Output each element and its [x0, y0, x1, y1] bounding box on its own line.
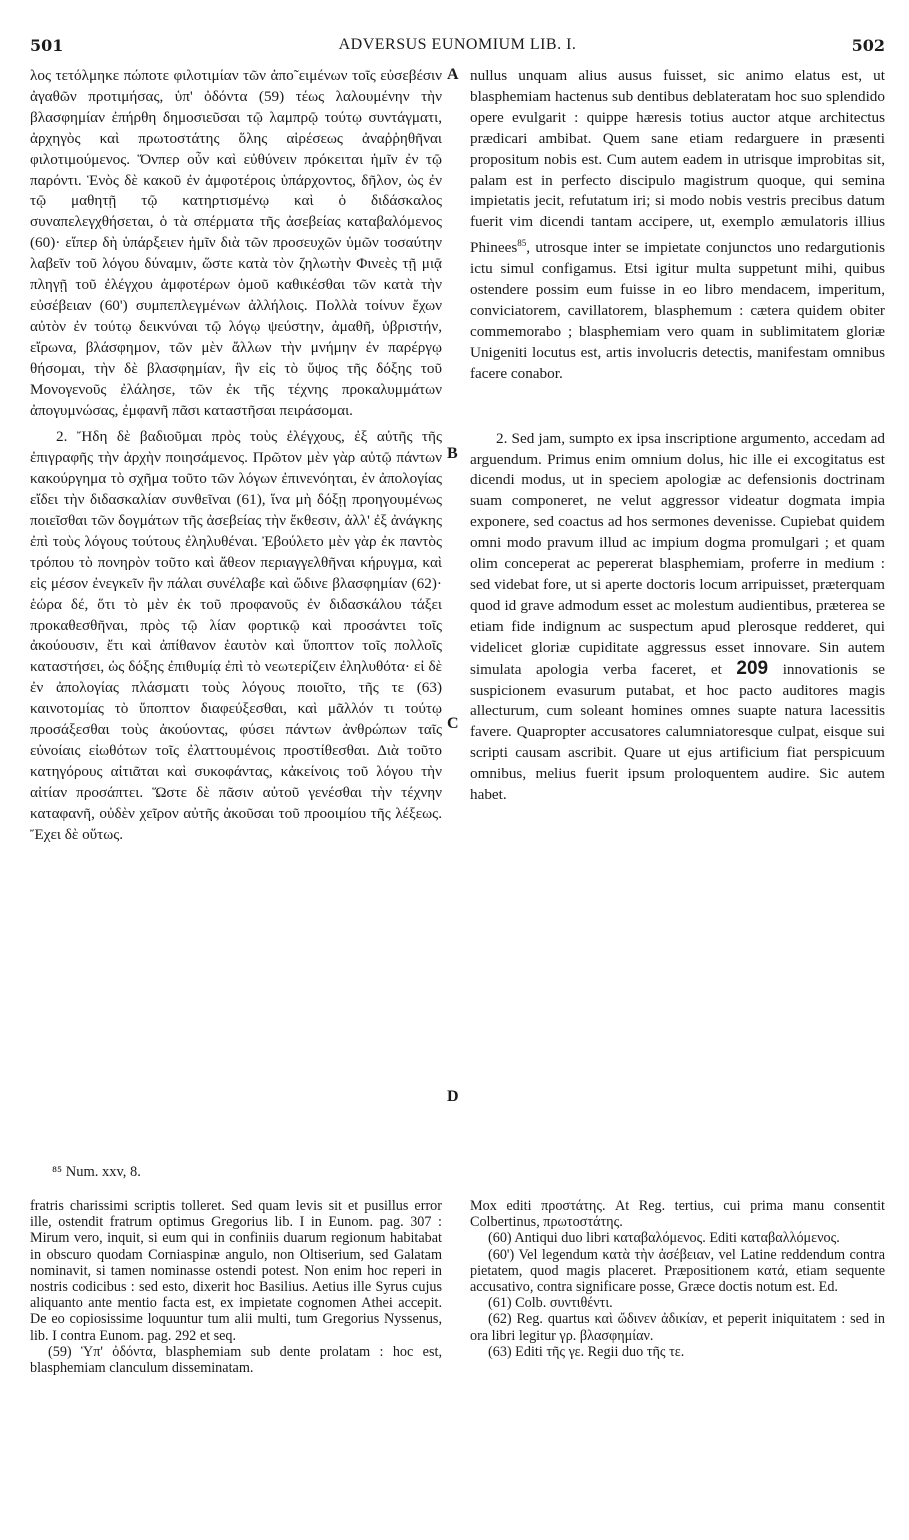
greek-paragraph-2: 2. Ἤδη δὲ βαδιοῦμαι πρὸς τοὺς ἐλέγχους, ἐξ αὐτῆς τῆς ἐπιγραφῆς τὴν ἀρχὴν ποιησάμενος. Πρῶτον μὲν γὰρ αὐτῷ πάντων κακούργημα τὸ σχῆμα τοῦτο τῶν λόγων ἐπινενόηται, ἐν ἀπολογίας εἴδει τὴν διδασκαλίαν συνθεῖναι (61), ἵνα μὴ δόξῃ προηγουμένως ποιεῖσθαι τῶν δογμάτων τῆς ἀσεβείας τὴν ἔκθεσιν, ἀλλ' ἐξ ἀνάγκης ἐπὶ τοὺς λόγους τούτους ἐληλυθέναι. Ἐβούλετο μὲν γὰρ ἐκ παντὸς τρόπου τὸ πονηρὸν τοῦτο καὶ ἄθεον περιαγγελθῆναι κήρυγμα, καὶ εἰς μέσον ἐνεγκεῖν ἣν πάλαι συνέλαβε καὶ ὤδινε βλασφημίαν (62)· ἑώρα δέ, ὅτι τὸ μὲν ἐκ τοῦ προφανοῦς ἐν διδασκάλου τάξει προκαθεσθῆναι, πρὸς τῷ λίαν φορτικῷ καὶ προσάντει τοῖς ἀκούουσιν, ἔτι καὶ ἀπίθανον ἑαυτὸν καὶ ὕποπτον τοῖς πολλοῖς καταστήσει, ὡς δόξης ἐπιθυμίᾳ ἐπὶ τὸ νεωτερίζειν ἐληλυθότα· εἰ δὲ ἐν ἀπολογίας πλάσματι τοὺς λόγους ποιοῖτο, τῆς τε (63) καινοτομίας τὸ ὕποπτον διαφεύξεσθαι, καὶ μᾶλλόν τι τούτῳ προσάξεσθαι τοὺς ἀκούοντας, φύσει πάντων ἀνθρώπων ταῖς εὐνοίαις εἰωθότων τοῖς ἐλαττουμένοις προστίθεσθαι. Διὰ τοῦτο κατηγόρους αἰτιᾶται καὶ συκοφάντας, κἀκείνοις τοῦ λόγου τὴν αἰτίαν προσάπτει. Ὥστε δὲ πᾶσιν αὐτοῦ γενέσθαι τὴν τέχνην καταφανῆ, οὐδὲν χεῖρον αὐτῆς ἀκοῦσαι τοῦ προοιμίου τῆς λέξεως. Ἔχει δὲ οὕτως. [30, 428, 442, 843]
latin-paragraph-1-text-b: , utrosque inter se impietate conjunctos uno redargutionis ictu simul configamus. Etsi igitur multa suppetunt mihi, quibus ostendere possim eum fuisse in eo libro mendacem, imperitum, conviciatorem, cavillatorem, blasphemum : cætera quidem obiter commemorabo ; blasphemiam vero quam in sublimitatem gloriæ Unigeniti locutus est, artis involucris detectis, manifestam omnibus facere conabor. [470, 239, 885, 382]
scripture-footnote: ⁸⁵ Num. xxv, 8. [52, 1164, 141, 1180]
page-number-right: 502 [851, 36, 885, 55]
note-60-prime: (60') Vel legendum κατὰ τὴν ἀσέβειαν, vel Latine reddendum contra pietatem, quod magis placeret. Præpositionem κατά, etiam sequente accusativo, contra significare posse, Græce doctis notum est. Ed. [470, 1246, 885, 1296]
margin-marker-b: B [447, 445, 458, 462]
latin-paragraph-1-text-a: nullus unquam alius ausus fuisset, sic animo elatus est, ut blasphemiam hactenus sub dentibus deblateratam hoc suo splendido opere evulgarit : quippe hæresis totius auctor atque architectus prædicari ambibat. Quem sane etiam redarguere in præsenti propositum nobis est. Cum autem eadem in utrisque improbitas sit, palam est in perfecto discipulo magistrum quoque, qui semina impietatis jecit, refutatum iri; si modo nobis vestris precibus datum fuerit vim dicendi tantam accipere, ut, exemplo æmulatoris illius Phinees [470, 67, 885, 257]
notes-left-column [30, 1198, 442, 1376]
running-title: ADVERSUS EUNOMIUM LIB. I. [338, 36, 577, 53]
latin-paragraph-2-text-b: innovationis se suspicionem evasurum putabat, et hoc pacto auditores magis allecturum, cum soleant homines omnes suapte natura lacessitis favere. Quapropter accusatores calumniatoresque culpat, eisque sui scripti causam ascribit. Quare ut ejus artificium fiat perspicuum omnibus, melius fuerit ipsum proloquentem audire. Sic autem habet. [470, 660, 886, 804]
margin-marker-c: C [447, 715, 459, 732]
column-number: 209 [736, 657, 769, 679]
page-header [30, 36, 885, 60]
latin-paragraph-2-text-a: 2. Sed jam, sumpto ex ipsa inscriptione argumento, accedam ad arguendum. Primus enim omnium dolus, hic ille ei excogitatus est dicendi modus, ut in speciem apologiæ ac defensionis doctrinam suam componeret, ne velut aggressor videatur dogmata impia exponere, sed coactus ad hos sermones devenisse. Cupiebat quidem omni modo pravum illud ac impium dogma promulgari ; et quam olim conceperat ac pepererat blasphemiam, proferre in medium : sed videbat fore, ut si aperte doctoris locum arripuisset, præterquam quod id grave admodum esset ac molestum audientibus, præterea se etiam fide indignum ac suspectum apud plerosque redderet, qui videlicet gloriæ cupiditate aggressus esset innovare. Sin autem simulata apologia verba faceret, et [470, 429, 885, 678]
note-63: (63) Editi τῆς γε. Regii duo τῆς τε. [488, 1343, 685, 1360]
latin-column [470, 66, 885, 806]
greek-column [30, 66, 442, 846]
note-prostates: Mox editi προστάτης. At Reg. tertius, cui prima manu consentit Colbertinus, πρωτοστάτης. [470, 1198, 885, 1231]
note-continuation: fratris charissimi scriptis tolleret. Sed quam levis sit et pusillus error ille, ostendit fratrum optimus Gregorius lib. I in Eunom. pag. 307 : Mirum vero, inquit, si eum qui in confiniis duarum regionum habitabat in obscuro quodam Corniaspinæ angulo, non Oltiserium, sed Galatam nominavit, si tamen nominasse ostendi potest. Non enim hoc reperi in nostris codicibus : sed esto, dixerit hoc Basilius. Aetius ille Syrus cujus aliquanto ante mentio facta est, ex impietate cognomen Athei accepit. De eo copiosissime loquuntur tum alii multi, tum Gregorius Nyssenus, lib. I contra Eunom. pag. 292 et seq. [30, 1198, 442, 1344]
note-59: (59) Ὑπ' ὀδόντα, blasphemiam sub dente prolatam : hoc est, blasphemiam clanculum disseminatam. [30, 1343, 442, 1377]
note-62: (62) Reg. quartus καὶ ὤδινεν ἀδικίαν, et peperit iniquitatem : sed in ora libri legitur γρ. βλασφημίαν. [470, 1311, 885, 1344]
margin-marker-a: A [447, 66, 459, 83]
note-60: (60) Antiqui duo libri καταβαλόμενος. Editi καταβαλλόμενος. [488, 1230, 840, 1247]
notes-right-column [470, 1198, 885, 1360]
page-number-left: 501 [30, 36, 64, 55]
margin-marker-d: D [447, 1088, 459, 1105]
note-61: (61) Colb. συντιθέντι. [488, 1295, 613, 1312]
latin-paragraph-1 [470, 66, 885, 385]
footnote-ref-85: 85 [517, 238, 527, 249]
greek-paragraph-1: λος τετόλμηκε πώποτε φιλοτιμίαν τῶν ἀπο῀ειμένων τοῖς εὐσεβέσιν ἀγαθῶν προτιμήσας, ὑπ' ὀδόντα (59) τέως λαλουμένην τὴν βλασφημίαν ἐπήρθη δημοσιεῦσαι τῷ λαμπρῷ τούτῳ συντάγματι, ἀρχηγὸς καὶ πρωτοστάτης ὅλης αἱρέσεως ἀναῤῥηθῆναι φιλοτιμούμενος. Ὅνπερ οὖν καὶ εὐθύνειν πρόκειται ἡμῖν ἐν τῷ παρόντι. Ἑνὸς δὲ κακοῦ ἐν ἀμφοτέροις ὑπάρχοντος, δῆλον, ὡς ἐν τῷ μαθητῇ τῷ κατηρτισμένῳ καὶ ὁ διδάσκαλος συναπελεγχθήσεται, ὁ τὰ σπέρματα τῆς ἀσεβείας καταβαλόμενος (60)· εἴπερ δὴ ὑπάρξειεν ἡμῖν διὰ τῶν προσευχῶν ὑμῶν τοσαύτην λαβεῖν τοῦ λόγου δύναμιν, ὥστε κατὰ τὸν ζηλωτὴν Φινεὲς τῇ μιᾷ πληγῇ τοῦ ἐλέγχου ἀμφοτέρων ὁμοῦ καθικέσθαι τῶν κατὰ τὴν εὐσέβειαν (60') συμπεπλεγμένων ἀλλήλοις. Πολλὰ τοίνυν ἔχων αὐτὸν ἐν τούτῳ δεικνύναι τῷ λόγῳ ψεύστην, ἀμαθῆ, ὑβριστήν, εἴρωνα, βλάσφημον, τῶν μὲν ἄλλων τὴν μνήμην ἐν παρέργῳ θήσομαι, τὴν δὲ βλασφημίαν, ἣν εἰς τὸ ὕψος τῆς δόξης τοῦ Μονογενοῦς ἐλάλησε, τῶν ἐκ τῆς τέχνης προκαλυμμάτων ἀπογυμνώσας, ἐμφανῆ πᾶσι καταστῆσαι πειράσομαι. [30, 67, 442, 419]
latin-paragraph-2 [470, 429, 885, 806]
